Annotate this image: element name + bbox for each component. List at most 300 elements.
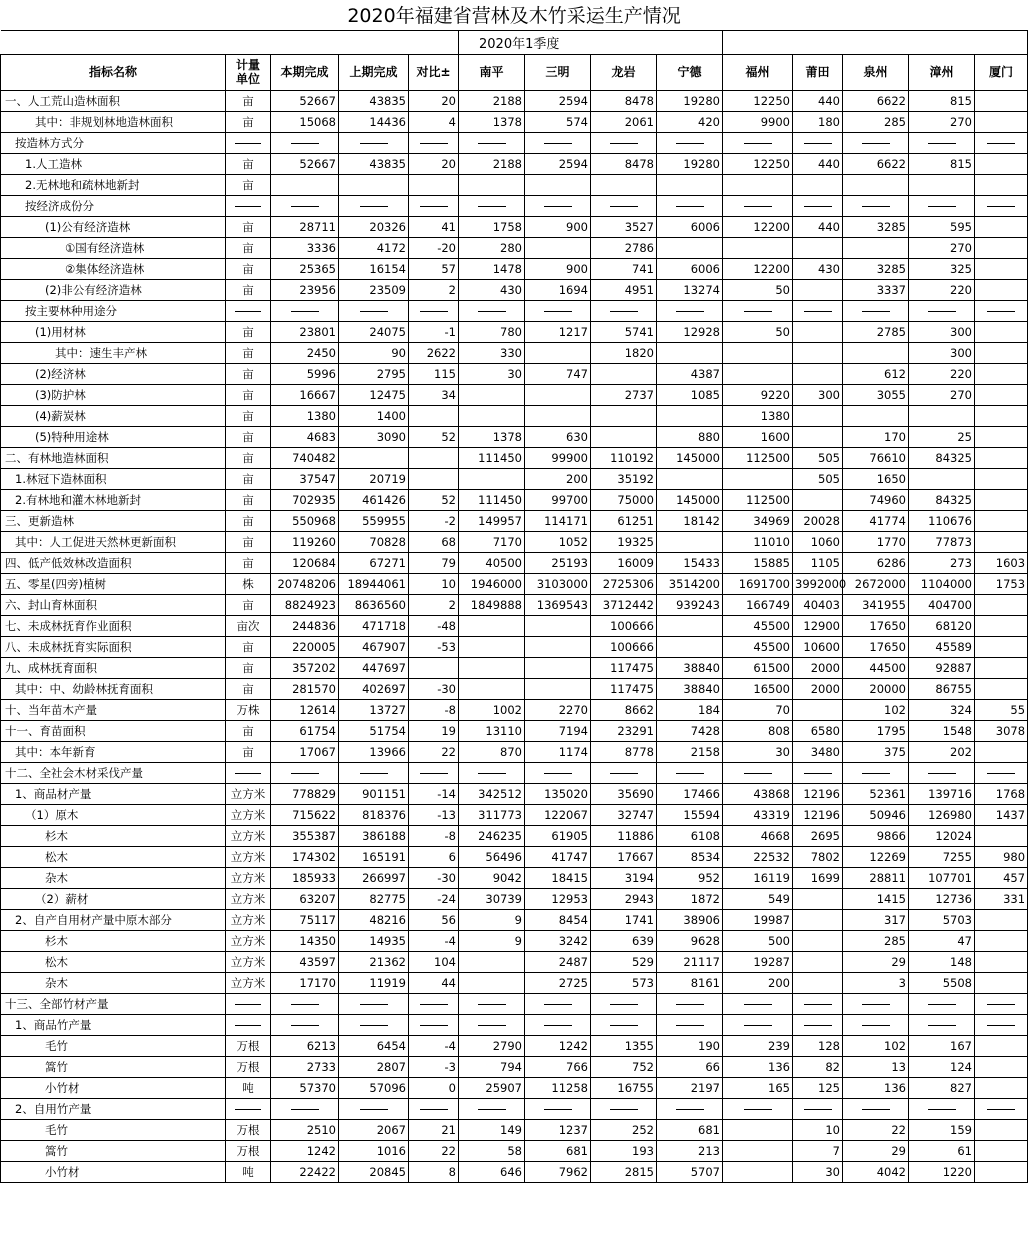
dash-mark xyxy=(804,1025,832,1026)
value-cell: 2197 xyxy=(657,1077,723,1098)
value-cell: 102 xyxy=(843,1035,909,1056)
value-cell: 19280 xyxy=(657,153,723,174)
value-cell: 18142 xyxy=(657,510,723,531)
value-cell: 505 xyxy=(793,468,843,489)
value-cell: 136 xyxy=(843,1077,909,1098)
value-cell: 6108 xyxy=(657,825,723,846)
period-blank-right xyxy=(723,30,1028,54)
indicator-name: 2、自产自用材产量中原木部分 xyxy=(1,909,226,930)
value-cell: 20000 xyxy=(843,678,909,699)
value-cell: 12200 xyxy=(723,216,793,237)
value-cell: 47 xyxy=(909,930,975,951)
value-cell: 13727 xyxy=(339,699,409,720)
dash-mark xyxy=(610,311,638,312)
dash-cell xyxy=(339,132,409,153)
value-cell xyxy=(409,447,459,468)
value-cell: 8454 xyxy=(525,909,591,930)
value-cell: 6580 xyxy=(793,720,843,741)
dash-cell xyxy=(459,132,525,153)
value-cell: 1242 xyxy=(525,1035,591,1056)
value-cell: 110676 xyxy=(909,510,975,531)
dash-cell xyxy=(409,132,459,153)
value-cell: 15885 xyxy=(723,552,793,573)
value-cell: 8478 xyxy=(591,153,657,174)
value-cell: 331 xyxy=(975,888,1028,909)
table-row xyxy=(1,447,1028,468)
dash-mark xyxy=(928,773,956,774)
indicator-name: (5)特种用途林 xyxy=(1,426,226,447)
value-cell: 270 xyxy=(909,384,975,405)
unit-cell: 亩 xyxy=(226,111,271,132)
value-cell: 170 xyxy=(843,426,909,447)
dash-cell xyxy=(843,195,909,216)
indicator-name: (2)经济林 xyxy=(1,363,226,384)
value-cell: 16119 xyxy=(723,867,793,888)
value-cell xyxy=(975,615,1028,636)
value-cell: 70828 xyxy=(339,531,409,552)
value-cell xyxy=(975,1161,1028,1182)
unit-cell xyxy=(226,762,271,783)
value-cell: 505 xyxy=(793,447,843,468)
value-cell: 246235 xyxy=(459,825,525,846)
value-cell: 22 xyxy=(409,1140,459,1161)
unit-cell: 立方米 xyxy=(226,804,271,825)
dash-cell xyxy=(975,1098,1028,1119)
value-cell xyxy=(793,426,843,447)
unit-cell xyxy=(226,132,271,153)
value-cell: 145000 xyxy=(657,489,723,510)
dash-cell xyxy=(909,762,975,783)
dash-mark xyxy=(744,206,772,207)
dash-cell xyxy=(409,195,459,216)
indicator-name: 1.林冠下造林面积 xyxy=(1,468,226,489)
value-cell: 2594 xyxy=(525,153,591,174)
table-row xyxy=(1,153,1028,174)
value-cell: 9 xyxy=(459,909,525,930)
value-cell: 1437 xyxy=(975,804,1028,825)
value-cell: 40500 xyxy=(459,552,525,573)
value-cell: 1415 xyxy=(843,888,909,909)
dash-mark xyxy=(804,1109,832,1110)
dash-mark xyxy=(804,1004,832,1005)
value-cell: 21117 xyxy=(657,951,723,972)
value-cell: 780 xyxy=(459,321,525,342)
value-cell: -4 xyxy=(409,1035,459,1056)
value-cell: 166749 xyxy=(723,594,793,615)
table-row xyxy=(1,510,1028,531)
value-cell: 808 xyxy=(723,720,793,741)
value-cell: 9 xyxy=(459,930,525,951)
dash-mark xyxy=(744,1025,772,1026)
table-row xyxy=(1,279,1028,300)
value-cell: 1741 xyxy=(591,909,657,930)
table-row xyxy=(1,909,1028,930)
value-cell: 8161 xyxy=(657,972,723,993)
table-row xyxy=(1,321,1028,342)
value-cell xyxy=(975,825,1028,846)
dash-cell xyxy=(459,300,525,321)
value-cell xyxy=(975,909,1028,930)
value-cell: 30 xyxy=(793,1161,843,1182)
value-cell: 82775 xyxy=(339,888,409,909)
unit-cell: 亩 xyxy=(226,468,271,489)
value-cell: 1016 xyxy=(339,1140,409,1161)
value-cell: 149 xyxy=(459,1119,525,1140)
value-cell: 12953 xyxy=(525,888,591,909)
value-cell: 7962 xyxy=(525,1161,591,1182)
value-cell: 17466 xyxy=(657,783,723,804)
value-cell: 300 xyxy=(909,342,975,363)
dash-cell xyxy=(843,300,909,321)
value-cell: 21362 xyxy=(339,951,409,972)
value-cell: 17667 xyxy=(591,846,657,867)
value-cell: 1400 xyxy=(339,405,409,426)
dash-cell xyxy=(409,993,459,1014)
dash-cell xyxy=(271,1014,339,1035)
table-row xyxy=(1,762,1028,783)
value-cell: 2510 xyxy=(271,1119,339,1140)
value-cell: 61 xyxy=(909,1140,975,1161)
table-row xyxy=(1,174,1028,195)
value-cell: 13274 xyxy=(657,279,723,300)
dash-mark xyxy=(235,1109,261,1110)
value-cell: 827 xyxy=(909,1077,975,1098)
value-cell xyxy=(793,699,843,720)
indicator-name: 按经济成份分 xyxy=(1,195,226,216)
unit-cell: 株 xyxy=(226,573,271,594)
indicator-name: 其中：本年新育 xyxy=(1,741,226,762)
value-cell: 16154 xyxy=(339,258,409,279)
value-cell: 0 xyxy=(409,1077,459,1098)
unit-cell: 万根 xyxy=(226,1056,271,1077)
value-cell xyxy=(975,1077,1028,1098)
value-cell: 117475 xyxy=(591,657,657,678)
value-cell: 38840 xyxy=(657,657,723,678)
value-cell: 3194 xyxy=(591,867,657,888)
value-cell: 766 xyxy=(525,1056,591,1077)
header-cell: 指标名称 xyxy=(1,54,226,90)
value-cell xyxy=(975,258,1028,279)
value-cell: 324 xyxy=(909,699,975,720)
dash-mark xyxy=(420,1025,448,1026)
value-cell xyxy=(793,489,843,510)
unit-cell: 万根 xyxy=(226,1119,271,1140)
unit-cell: 万根 xyxy=(226,1140,271,1161)
dash-mark xyxy=(987,1109,1015,1110)
unit-cell: 立方米 xyxy=(226,930,271,951)
value-cell xyxy=(793,951,843,972)
value-cell: 50 xyxy=(723,321,793,342)
value-cell xyxy=(459,636,525,657)
value-cell: 122067 xyxy=(525,804,591,825)
value-cell: 22532 xyxy=(723,846,793,867)
value-cell xyxy=(657,342,723,363)
value-cell: 1217 xyxy=(525,321,591,342)
value-cell: 12196 xyxy=(793,783,843,804)
value-cell xyxy=(525,405,591,426)
dash-mark xyxy=(420,773,448,774)
value-cell: 2188 xyxy=(459,153,525,174)
value-cell: 1770 xyxy=(843,531,909,552)
value-cell: 6622 xyxy=(843,153,909,174)
value-cell: 23801 xyxy=(271,321,339,342)
unit-cell: 亩 xyxy=(226,216,271,237)
value-cell: 5508 xyxy=(909,972,975,993)
unit-cell xyxy=(226,195,271,216)
table-row xyxy=(1,867,1028,888)
value-cell: 117475 xyxy=(591,678,657,699)
value-cell xyxy=(723,342,793,363)
dash-mark xyxy=(291,1109,319,1110)
dash-mark xyxy=(420,1109,448,1110)
value-cell: 1085 xyxy=(657,384,723,405)
value-cell: 1220 xyxy=(909,1161,975,1182)
value-cell: 2695 xyxy=(793,825,843,846)
value-cell: 111450 xyxy=(459,447,525,468)
value-cell: 2672000 xyxy=(843,573,909,594)
value-cell: 2450 xyxy=(271,342,339,363)
value-cell: 11886 xyxy=(591,825,657,846)
value-cell: 1699 xyxy=(793,867,843,888)
value-cell: 747 xyxy=(525,363,591,384)
value-cell: 90 xyxy=(339,342,409,363)
value-cell: 104 xyxy=(409,951,459,972)
dash-mark xyxy=(676,1109,704,1110)
value-cell: 2000 xyxy=(793,678,843,699)
dash-cell xyxy=(271,132,339,153)
dash-cell xyxy=(793,1014,843,1035)
value-cell: 1242 xyxy=(271,1140,339,1161)
value-cell: 900 xyxy=(525,216,591,237)
unit-cell: 万株 xyxy=(226,699,271,720)
value-cell: 13966 xyxy=(339,741,409,762)
indicator-name: 松木 xyxy=(1,951,226,972)
value-cell: 28711 xyxy=(271,216,339,237)
value-cell: 550968 xyxy=(271,510,339,531)
dash-mark xyxy=(744,1109,772,1110)
dash-mark xyxy=(360,143,388,144)
value-cell: 2594 xyxy=(525,90,591,111)
dash-mark xyxy=(610,206,638,207)
value-cell: 52 xyxy=(409,489,459,510)
dash-mark xyxy=(235,206,261,207)
indicator-name: 2、自用竹产量 xyxy=(1,1098,226,1119)
value-cell: 357202 xyxy=(271,657,339,678)
value-cell xyxy=(975,1056,1028,1077)
value-cell: 135020 xyxy=(525,783,591,804)
value-cell xyxy=(723,237,793,258)
value-cell: 467907 xyxy=(339,636,409,657)
value-cell: 30739 xyxy=(459,888,525,909)
value-cell xyxy=(723,1119,793,1140)
indicator-name: 1、商品材产量 xyxy=(1,783,226,804)
dash-cell xyxy=(723,195,793,216)
indicator-name: 其中：中、幼龄林抚育面积 xyxy=(1,678,226,699)
dash-mark xyxy=(987,1025,1015,1026)
value-cell xyxy=(843,342,909,363)
table-row xyxy=(1,405,1028,426)
indicator-name: 其中：非规划林地造林面积 xyxy=(1,111,226,132)
unit-cell: 亩 xyxy=(226,405,271,426)
value-cell: 1002 xyxy=(459,699,525,720)
value-cell xyxy=(525,636,591,657)
value-cell: 1946000 xyxy=(459,573,525,594)
indicator-name: 十一、育苗面积 xyxy=(1,720,226,741)
value-cell: 67271 xyxy=(339,552,409,573)
table-row xyxy=(1,573,1028,594)
value-cell: 15433 xyxy=(657,552,723,573)
value-cell xyxy=(975,489,1028,510)
indicator-name: 毛竹 xyxy=(1,1035,226,1056)
value-cell: 3 xyxy=(843,972,909,993)
value-cell: 239 xyxy=(723,1035,793,1056)
value-cell xyxy=(975,1140,1028,1161)
value-cell xyxy=(975,741,1028,762)
value-cell: 74960 xyxy=(843,489,909,510)
dash-mark xyxy=(676,206,704,207)
value-cell: 45500 xyxy=(723,636,793,657)
table-row xyxy=(1,783,1028,804)
table-title: 2020年福建省营林及木竹采运生产情况 xyxy=(1,0,1028,30)
value-cell: 2158 xyxy=(657,741,723,762)
dash-mark xyxy=(544,773,572,774)
header-cell: 对比± xyxy=(409,54,459,90)
dash-mark xyxy=(928,143,956,144)
dash-cell xyxy=(723,762,793,783)
table-row xyxy=(1,972,1028,993)
value-cell: 404700 xyxy=(909,594,975,615)
value-cell xyxy=(843,174,909,195)
value-cell: -14 xyxy=(409,783,459,804)
value-cell: 7255 xyxy=(909,846,975,867)
value-cell xyxy=(909,174,975,195)
dash-cell xyxy=(909,993,975,1014)
value-cell: 440 xyxy=(793,90,843,111)
dash-mark xyxy=(928,311,956,312)
dash-cell xyxy=(793,195,843,216)
value-cell: 4668 xyxy=(723,825,793,846)
dash-mark xyxy=(291,143,319,144)
value-cell: 3285 xyxy=(843,216,909,237)
value-cell xyxy=(525,615,591,636)
value-cell: 35690 xyxy=(591,783,657,804)
value-cell: 612 xyxy=(843,363,909,384)
value-cell: 45500 xyxy=(723,615,793,636)
value-cell: 8 xyxy=(409,1161,459,1182)
value-cell: 1105 xyxy=(793,552,843,573)
dash-cell xyxy=(591,1014,657,1035)
value-cell: 50 xyxy=(723,279,793,300)
dash-mark xyxy=(420,143,448,144)
value-cell: 180 xyxy=(793,111,843,132)
value-cell: 1768 xyxy=(975,783,1028,804)
value-cell: 25 xyxy=(909,426,975,447)
value-cell: 159 xyxy=(909,1119,975,1140)
dash-cell xyxy=(909,300,975,321)
unit-cell: 亩 xyxy=(226,426,271,447)
value-cell: 559955 xyxy=(339,510,409,531)
value-cell: 145000 xyxy=(657,447,723,468)
dash-cell xyxy=(657,1098,723,1119)
table-row xyxy=(1,1077,1028,1098)
dash-cell xyxy=(271,195,339,216)
dash-mark xyxy=(544,143,572,144)
indicator-name: 按造林方式分 xyxy=(1,132,226,153)
header-row xyxy=(1,54,1028,90)
value-cell: 52 xyxy=(409,426,459,447)
value-cell: 4172 xyxy=(339,237,409,258)
dash-cell xyxy=(657,195,723,216)
value-cell: 68120 xyxy=(909,615,975,636)
value-cell: 2 xyxy=(409,279,459,300)
value-cell: 7428 xyxy=(657,720,723,741)
value-cell xyxy=(975,594,1028,615)
value-cell: 29 xyxy=(843,951,909,972)
dash-mark xyxy=(478,773,506,774)
dash-mark xyxy=(987,311,1015,312)
value-cell xyxy=(723,1140,793,1161)
value-cell: 99700 xyxy=(525,489,591,510)
value-cell xyxy=(459,678,525,699)
table-row xyxy=(1,216,1028,237)
dash-mark xyxy=(544,311,572,312)
dash-cell xyxy=(657,132,723,153)
dash-cell xyxy=(525,1098,591,1119)
value-cell: 2188 xyxy=(459,90,525,111)
value-cell: 8778 xyxy=(591,741,657,762)
value-cell: 12196 xyxy=(793,804,843,825)
value-cell: 375 xyxy=(843,741,909,762)
value-cell: 20748206 xyxy=(271,573,339,594)
value-cell xyxy=(657,615,723,636)
dash-cell xyxy=(591,1098,657,1119)
value-cell xyxy=(793,174,843,195)
value-cell: 6454 xyxy=(339,1035,409,1056)
value-cell: 952 xyxy=(657,867,723,888)
value-cell: 61500 xyxy=(723,657,793,678)
value-cell xyxy=(459,972,525,993)
value-cell xyxy=(793,363,843,384)
dash-cell xyxy=(975,300,1028,321)
value-cell: 112500 xyxy=(723,447,793,468)
unit-cell: 亩 xyxy=(226,531,271,552)
value-cell xyxy=(975,216,1028,237)
value-cell xyxy=(843,237,909,258)
value-cell: 220 xyxy=(909,279,975,300)
value-cell: 430 xyxy=(459,279,525,300)
unit-cell: 亩 xyxy=(226,720,271,741)
indicator-name: 毛竹 xyxy=(1,1119,226,1140)
indicator-name: (2)非公有经济造林 xyxy=(1,279,226,300)
value-cell: 1104000 xyxy=(909,573,975,594)
value-cell: 20719 xyxy=(339,468,409,489)
dash-mark xyxy=(420,1004,448,1005)
dash-mark xyxy=(928,1025,956,1026)
value-cell: 281570 xyxy=(271,678,339,699)
value-cell: 25193 xyxy=(525,552,591,573)
dash-cell xyxy=(657,762,723,783)
value-cell: 447697 xyxy=(339,657,409,678)
value-cell: 38840 xyxy=(657,678,723,699)
unit-cell: 亩 xyxy=(226,510,271,531)
value-cell: 270 xyxy=(909,237,975,258)
unit-cell: 亩 xyxy=(226,153,271,174)
value-cell: 1758 xyxy=(459,216,525,237)
value-cell xyxy=(975,951,1028,972)
value-cell: 3480 xyxy=(793,741,843,762)
indicator-name: 九、成林抚育面积 xyxy=(1,657,226,678)
dash-cell xyxy=(843,132,909,153)
